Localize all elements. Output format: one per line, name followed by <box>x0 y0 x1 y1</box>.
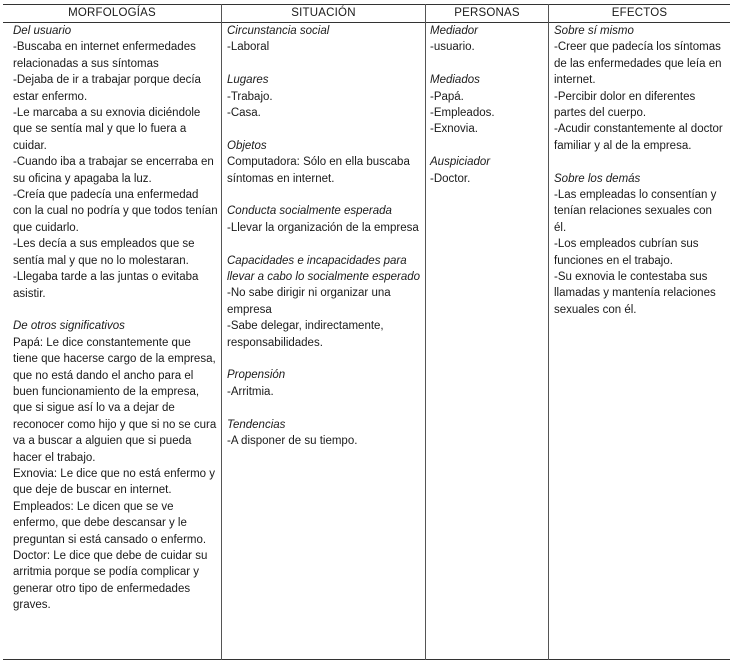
list-item: -Exnovia. <box>430 123 478 136</box>
list-item: Empleados: Le dicen que se ve enfermo, que debe descansar y le preguntan si está cansado o enfermo. <box>13 500 207 546</box>
section-title-circunstancia: Circunstancia social <box>227 25 330 37</box>
list-item: -Dejaba de ir a trabajar porque decía estar enfermo. <box>13 74 201 103</box>
list-item: -Buscaba en internet enfermedades relacionadas a sus síntomas <box>13 41 196 70</box>
list-item: -Acudir constantemente al doctor familiar y al de la empresa. <box>554 123 723 152</box>
list-item: -Creía que padecía una enfermedad con la cual no podría y que todos tenían que cuidarlo. <box>13 189 218 234</box>
list-item: -Sabe delegar, indirectamente, responsabilidades. <box>227 320 384 349</box>
column-divider <box>548 4 549 660</box>
section-title-lugares: Lugares <box>227 74 269 87</box>
header-personas: PERSONAS <box>454 7 520 19</box>
list-item: -Creer que padecía los síntomas de las enfermedades que leía en internet. <box>554 41 722 87</box>
section-title-auspiciador: Auspiciador <box>430 156 491 169</box>
header-efectos: EFECTOS <box>611 7 668 19</box>
section-title-otros: De otros significativos <box>13 320 125 333</box>
header-situacion: SITUACIÓN <box>291 7 356 19</box>
list-item: Exnovia: Le dice que no está enfermo y que deje de buscar en internet. <box>13 467 216 497</box>
column-divider <box>221 4 222 660</box>
list-item: -Percibir dolor en diferentes partes del cuerpo. <box>554 90 696 120</box>
list-item: -No sabe dirigir ni organizar una empresa <box>227 287 391 316</box>
list-item: -Le marcaba a su exnovia diciéndole que se sentía mal y que lo fuera a cuidar. <box>13 107 201 152</box>
section-title-conducta: Conducta socialmente esperada <box>227 205 392 218</box>
morphology-table <box>3 4 730 660</box>
list-item: -Cuando iba a trabajar se encerraba en su oficina y apagaba la luz. <box>13 156 214 185</box>
list-item: Computadora: Sólo en ella buscaba síntomas en internet. <box>227 156 410 185</box>
list-item: -Les decía a sus empleados que se sentía mal y que no lo molestaran. <box>13 238 195 267</box>
list-item: -Doctor. <box>430 172 471 185</box>
section-title-mediador: Mediador <box>430 25 478 37</box>
list-item: -Casa. <box>227 107 261 120</box>
list-item: -Su exnovia le contestaba sus llamadas y mantenía relaciones sexuales con él. <box>554 271 716 316</box>
column-efectos <box>554 23 726 318</box>
list-item: -usuario. <box>430 41 475 54</box>
column-personas <box>430 23 545 187</box>
section-title-propension: Propensión <box>227 369 286 382</box>
section-title-si-mismo: Sobre sí mismo <box>554 25 634 37</box>
header-morfologias: MORFOLOGÍAS <box>68 7 156 19</box>
column-morfologias <box>13 23 218 614</box>
section-title-capacidades: Capacidades e incapacidades para llevar a cabo lo socialmente esperado <box>227 254 421 284</box>
list-item: -Laboral <box>227 41 270 54</box>
list-item: -Empleados. <box>430 107 495 120</box>
list-item: -A disponer de su tiempo. <box>227 435 358 448</box>
section-title-tendencias: Tendencias <box>227 418 286 431</box>
column-situacion <box>227 23 421 449</box>
list-item: Papá: Le dice constantemente que tiene que hacerse cargo de la empresa, que no está dando el ancho para el buen funcionamiento de la empresa, que si sigue así lo va a dejar de reconocer como hijo y que si no se cura va a buscar a alguien que si pueda hacer el trabajo. <box>13 336 217 464</box>
list-item: -Llevar la organización de la empresa <box>227 221 419 234</box>
list-item: Doctor: Le dice que debe de cuidar su arritmia porque se podía complicar y generar otro tipo de enfermedades graves. <box>13 549 208 612</box>
column-divider <box>425 4 426 660</box>
list-item: -Arritmia. <box>227 385 274 398</box>
table-bottom-border <box>3 659 730 660</box>
section-title-mediados: Mediados <box>430 74 480 87</box>
list-item: -Trabajo. <box>227 90 273 103</box>
list-item: -Las empleadas lo consentían y tenían relaciones sexuales con él. <box>554 189 717 234</box>
list-item: -Papá. <box>430 90 464 103</box>
section-title-demas: Sobre los demás <box>554 172 641 185</box>
section-title-del-usuario: Del usuario <box>13 25 72 37</box>
list-item: -Los empleados cubrían sus funciones en el trabajo. <box>554 238 699 267</box>
section-title-objetos: Objetos <box>227 139 267 152</box>
list-item: -Llegaba tarde a las juntas o evitaba asistir. <box>13 271 199 300</box>
